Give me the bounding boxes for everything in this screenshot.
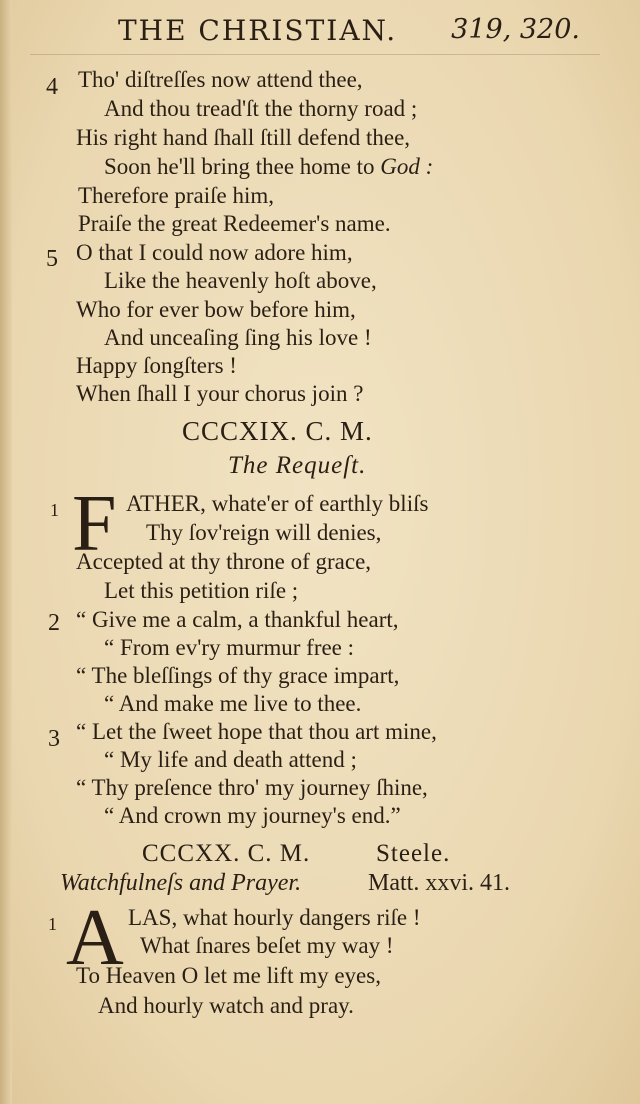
page-numbers: 319, 320. xyxy=(451,14,580,45)
verse-line: “ Give me a calm, a thankful heart, xyxy=(76,607,399,632)
verse-line: And thou tread'ſt the thorny road ; xyxy=(104,96,418,121)
verse-line: O that I could now adore him, xyxy=(76,240,353,265)
drop-cap: F xyxy=(72,480,117,568)
verse-line: “ And make me live to thee. xyxy=(104,691,362,716)
hymn-author: Steele. xyxy=(376,840,451,867)
running-title: THE CHRISTIAN. xyxy=(118,14,398,47)
verse-line: Happy ſongſters ! xyxy=(76,353,237,378)
verse-line: “ From ev'ry murmur free : xyxy=(104,635,355,660)
verse-line: “ Let the ſweet hope that thou art mine, xyxy=(76,719,437,744)
verse-number: 1 xyxy=(48,914,57,934)
hymn-subtitle: The Requeſt. xyxy=(228,452,367,479)
hymn-subtitle: Watchfulneſs and Prayer. xyxy=(60,870,302,896)
verse-text: Soon he'll bring thee home to xyxy=(104,154,375,179)
verse-number: 4 xyxy=(46,74,58,100)
verse-line: Therefore praiſe him, xyxy=(78,183,275,208)
header-rule xyxy=(30,54,600,55)
verse-line xyxy=(104,153,433,181)
verse-line: What ſnares beſet my way ! xyxy=(140,933,394,958)
verse-italic-word: God : xyxy=(380,154,434,179)
scripture-reference: Matt. xxvi. 41. xyxy=(368,870,510,896)
verse-line: Like the heavenly hoſt above, xyxy=(104,268,377,293)
verse-line: Thy ſov'reign will denies, xyxy=(146,520,382,545)
verse-line: When ſhall I your chorus join ? xyxy=(76,381,364,406)
verse-line: Let this petition riſe ; xyxy=(104,578,299,603)
page-gutter xyxy=(0,0,12,1104)
verse-number: 5 xyxy=(46,246,58,272)
verse-line: Accepted at thy throne of grace, xyxy=(76,549,372,574)
hymn-heading: CCCXIX. C. M. xyxy=(182,416,373,446)
running-header xyxy=(118,14,580,47)
verse-line: ATHER, whate'er of earthly bliſs xyxy=(126,491,429,516)
verse-line: “ The bleſſings of thy grace impart, xyxy=(76,663,400,688)
verse-line: To Heaven O let me lift my eyes, xyxy=(76,963,381,988)
verse-line: And hourly watch and pray. xyxy=(98,993,354,1018)
drop-cap: A xyxy=(66,894,124,982)
verse-number: 3 xyxy=(48,726,60,752)
verse-line: Tho' diſtreſſes now attend thee, xyxy=(78,67,363,92)
verse-line: LAS, what hourly dangers riſe ! xyxy=(128,905,421,930)
verse-line: And unceaſing ſing his love ! xyxy=(104,325,372,350)
verse-number: 2 xyxy=(48,610,60,636)
verse-line: Praiſe the great Redeemer's name. xyxy=(78,211,391,236)
verse-line: His right hand ſhall ſtill defend thee, xyxy=(76,125,411,150)
verse-line: “ Thy preſence thro' my journey ſhine, xyxy=(76,775,428,800)
verse-line: Who for ever bow before him, xyxy=(76,297,356,322)
hymn-heading: CCCXX. C. M. xyxy=(142,840,311,867)
verse-number: 1 xyxy=(50,500,59,520)
verse-line: “ And crown my journey's end.” xyxy=(104,803,401,828)
verse-line: “ My life and death attend ; xyxy=(104,747,357,772)
